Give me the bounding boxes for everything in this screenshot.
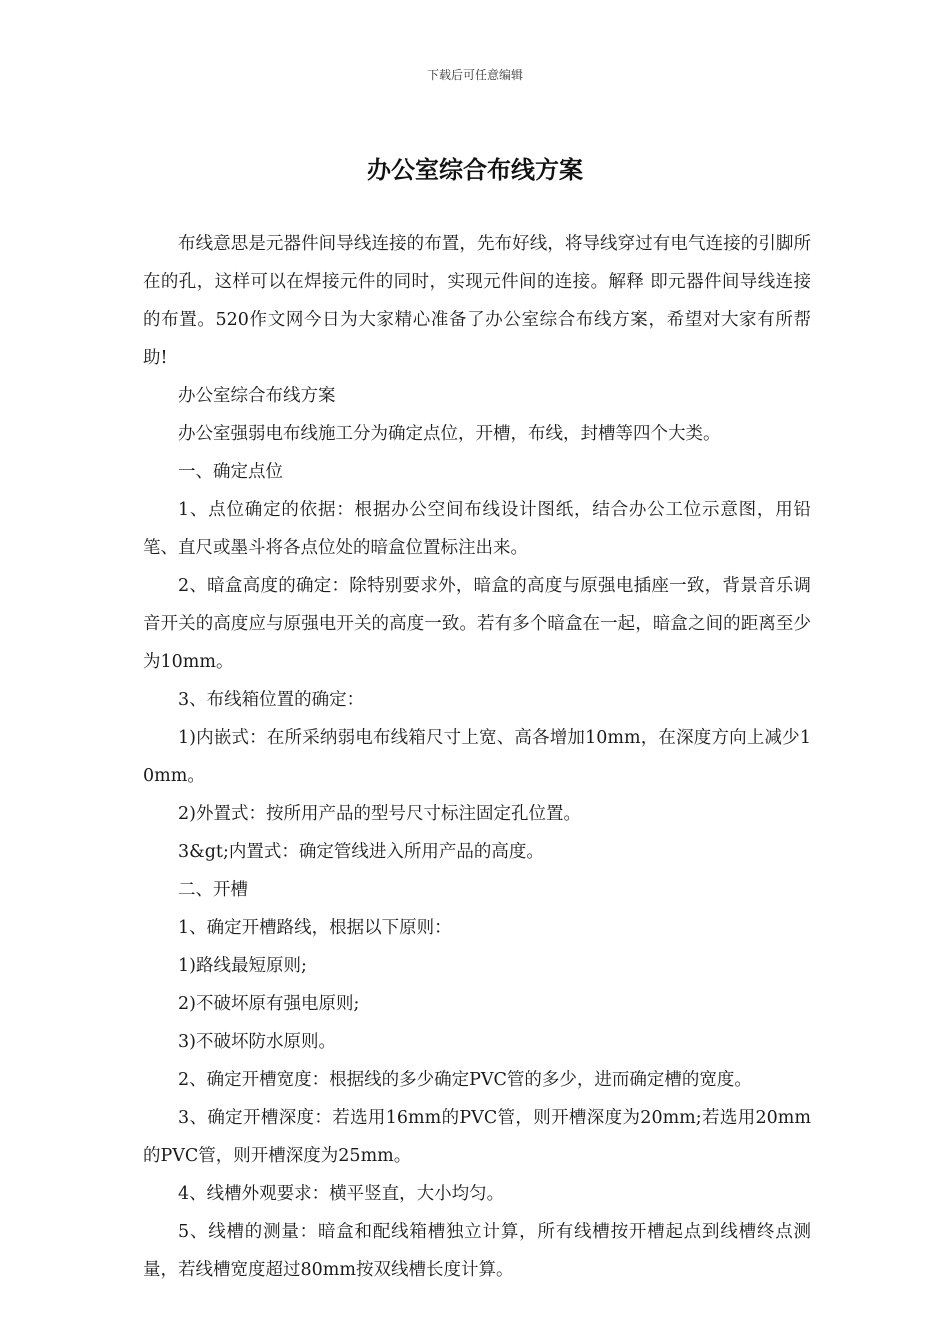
paragraph-box-position: 3、布线箱位置的确定： xyxy=(178,690,365,710)
paragraph-groove-width: 2、确定开槽宽度：根据线的多少确定PVC管的多少，进而确定槽的宽度。 xyxy=(178,1070,752,1090)
paragraph-rule-waterproof: 3)不破坏防水原则。 xyxy=(178,1032,336,1052)
paragraph-intro: 布线意思是元器件间导线连接的布置，先布好线，将导线穿过有电气连接的引脚所在的孔，这样可以在焊接元件的同时，实现元件间的连接。解释 即元器件间导线连接的布置。520作文网今日为大家精心准备了办公室综合布线方案，希望对大家有所帮助! xyxy=(143,234,811,368)
section-heading-grooving: 二、开槽 xyxy=(178,880,248,900)
document-title: 办公室综合布线方案 xyxy=(367,155,583,184)
header-note: 下载后可任意编辑 xyxy=(426,68,523,82)
section-heading-points: 一、确定点位 xyxy=(178,462,283,482)
paragraph-groove-appearance: 4、线槽外观要求：横平竖直，大小均匀。 xyxy=(178,1184,505,1204)
paragraph-external: 2)外置式：按所用产品的型号尺寸标注固定孔位置。 xyxy=(178,804,581,824)
paragraph-rule-shortest: 1)路线最短原则; xyxy=(178,956,307,976)
paragraph-internal: 3&gt;内置式：确定管线进入所用产品的高度。 xyxy=(178,842,544,862)
paragraph-embedded: 1)内嵌式：在所采纳弱电布线箱尺寸上宽、高各增加10mm，在深度方向上减少10mm。 xyxy=(143,728,811,786)
document-body xyxy=(143,225,811,1289)
paragraph-point-basis: 1、点位确定的依据：根据办公空间布线设计图纸，结合办公工位示意图，用铅笔、直尺或墨斗将各点位处的暗盒位置标注出来。 xyxy=(143,500,811,558)
paragraph-groove-depth: 3、确定开槽深度：若选用16mm的PVC管，则开槽深度为20mm;若选用20mm的PVC管，则开槽深度为25mm。 xyxy=(143,1108,811,1166)
paragraph-groove-measure: 5、线槽的测量：暗盒和配线箱槽独立计算，所有线槽按开槽起点到线槽终点测量，若线槽宽度超过80mm按双线槽长度计算。 xyxy=(143,1222,811,1280)
paragraph-route: 1、确定开槽路线，根据以下原则： xyxy=(178,918,452,938)
paragraph-subtitle: 办公室综合布线方案 xyxy=(178,386,336,406)
paragraph-box-height: 2、暗盒高度的确定：除特别要求外，暗盒的高度与原强电插座一致，背景音乐调音开关的高度应与原强电开关的高度一致。若有多个暗盒在一起，暗盒之间的距离至少为10mm。 xyxy=(143,576,811,672)
paragraph-rule-power: 2)不破坏原有强电原则; xyxy=(178,994,360,1014)
paragraph-overview: 办公室强弱电布线施工分为确定点位，开槽，布线，封槽等四个大类。 xyxy=(178,424,721,444)
